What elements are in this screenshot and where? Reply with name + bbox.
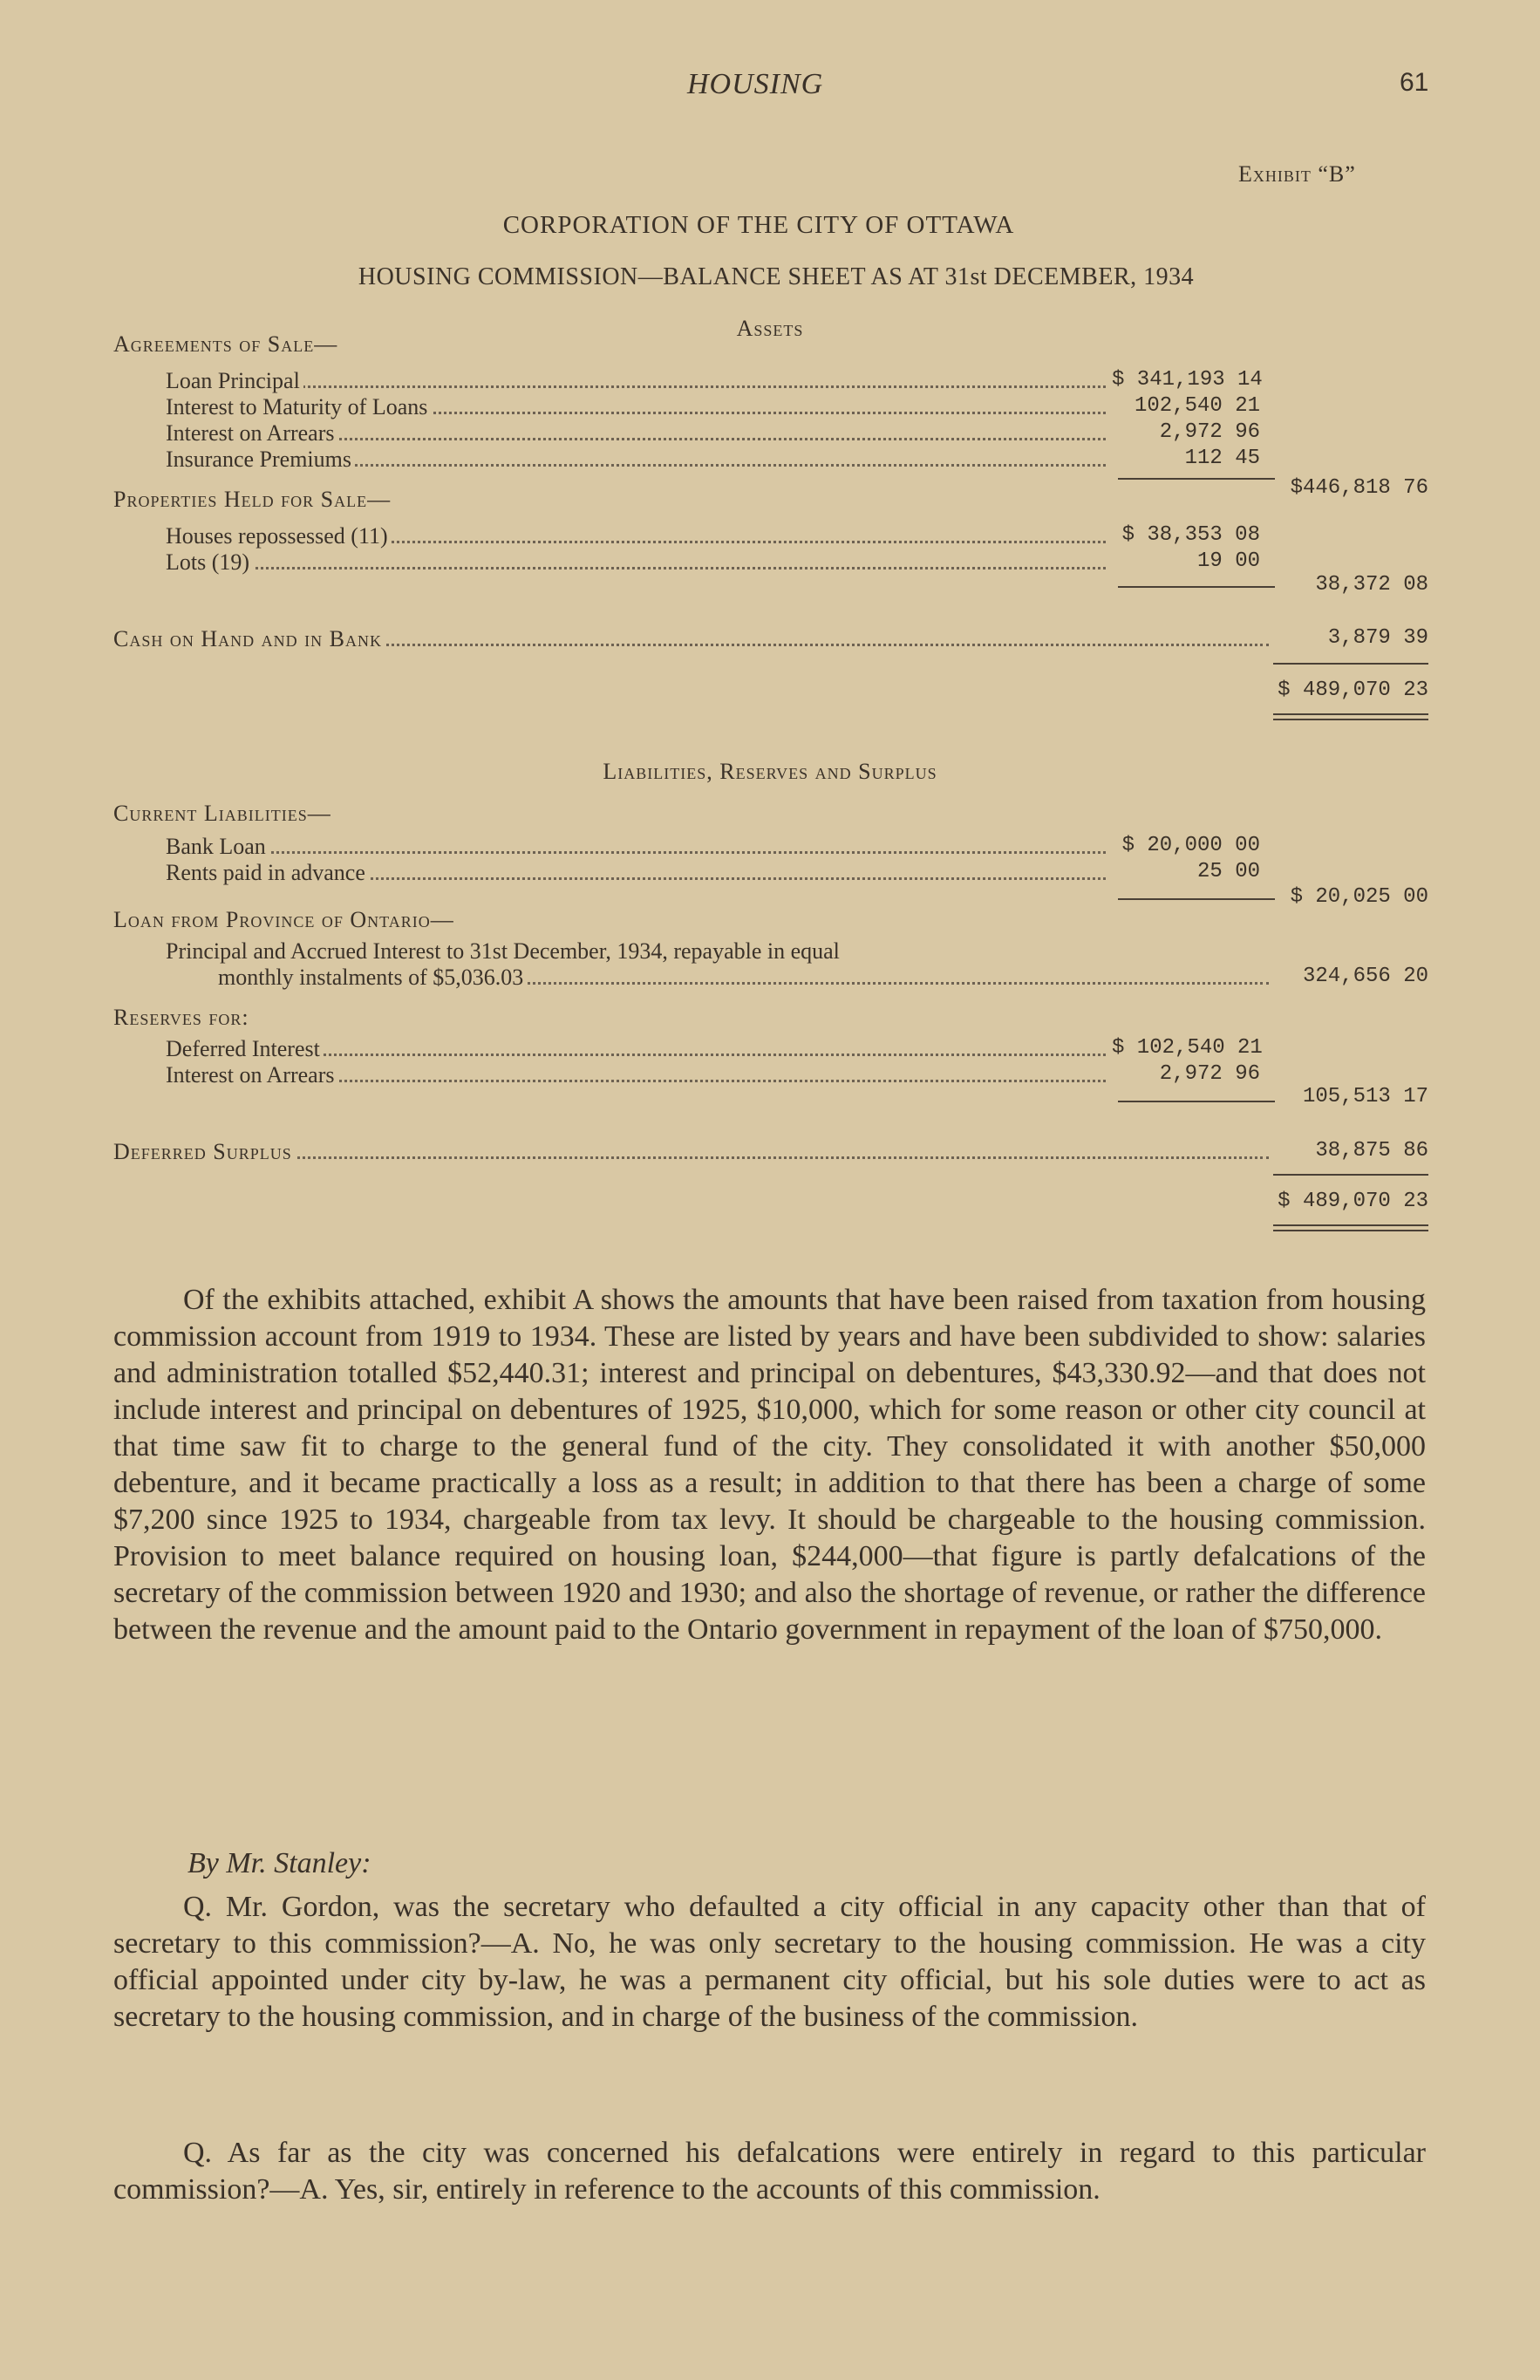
ledger-row-loan-principal [166, 368, 1263, 394]
row-label: Principal and Accrued Interest to 31st December, 1934, repayable in equal [166, 938, 843, 965]
ledger-row-province-loan [218, 965, 1428, 991]
properties-total: 38,372 08 [1315, 573, 1428, 597]
page-number: 61 [1400, 68, 1429, 97]
leader-dots [166, 851, 1116, 854]
row-label: Loan Principal [166, 368, 303, 394]
speaker-heading: By Mr. Stanley: [187, 1847, 371, 1879]
row-amount: 324,656 20 [1270, 965, 1428, 988]
reserves-heading: Reserves for: [113, 1005, 249, 1030]
row-amount: $ 20,000 00 [1108, 834, 1260, 857]
subtotal-rule [1118, 1101, 1275, 1102]
ledger-row-houses [166, 523, 1260, 549]
province-loan-line [166, 938, 1125, 965]
row-amount: $ 38,353 08 [1108, 523, 1260, 547]
double-rule-top [1273, 1224, 1428, 1226]
row-label: Rents paid in advance [166, 860, 369, 886]
row-label: Bank Loan [166, 834, 269, 860]
row-amount: 38,875 86 [1270, 1139, 1428, 1163]
row-label: Insurance Premiums [166, 447, 355, 473]
row-amount: 102,540 21 [1108, 394, 1260, 418]
ledger-row-reserve-arrears [166, 1062, 1260, 1088]
ledger-row-deferred-interest [166, 1036, 1263, 1062]
exhibit-label: Exhibit “B” [1238, 161, 1356, 187]
ledger-row-interest-maturity [166, 394, 1260, 420]
double-rule-bottom [1273, 1230, 1428, 1231]
body-paragraph [113, 1282, 1426, 1648]
row-amount: $ 341,193 14 [1108, 368, 1260, 392]
row-label: Interest on Arrears [166, 1062, 337, 1088]
row-amount: 112 45 [1108, 447, 1260, 470]
agreements-total: $446,818 76 [1290, 476, 1428, 500]
ledger-row-bank-loan [166, 834, 1260, 860]
total-rule [1273, 663, 1428, 665]
total-rule [1273, 1174, 1428, 1176]
row-label: Deferred Interest [166, 1036, 324, 1062]
ledger-row-deferred-surplus [113, 1139, 1428, 1165]
assets-grand-total: $ 489,070 23 [1278, 679, 1428, 702]
assets-heading: Assets [736, 316, 804, 341]
corporation-title: CORPORATION OF THE CITY OF OTTAWA [502, 211, 1015, 239]
current-liabilities-total: $ 20,025 00 [1290, 885, 1428, 909]
agreements-of-sale-heading: Agreements of Sale— [113, 331, 338, 357]
row-label: Houses repossessed (11) [166, 523, 392, 549]
row-label: Lots (19) [166, 549, 253, 576]
liabilities-grand-total: $ 489,070 23 [1278, 1190, 1428, 1213]
current-liabilities-heading: Current Liabilities— [113, 801, 331, 826]
double-rule-top [1273, 713, 1428, 715]
ledger-row-cash [113, 626, 1428, 652]
paragraph-exhibits: Of the exhibits attached, exhibit A shows the amounts that have been raised from taxation from housing commission account from 1919 to 1934. These are listed by years and have been subdivided to show: salaries and administration totalled $52,440.31; interest and principal on debentures, $43,330.92—and that does not include interest and principal on debentures of 1925, $10,000, which for some reason or other city council at that time saw fit to charge to the general fund of the city. They consolidated it with another $50,000 debenture, and it became practically a loss as a result; in addition to that there has been a charge of some $7,200 since 1925 to 1934, chargeable from tax levy. It should be chargeable to the housing commission. Provision to meet balance required on housing loan, $244,000—that figure is partly defalcations of the secretary of the commission between 1920 and 1930; and also the shortage of revenue, or rather the difference between the revenue and the amount paid to the Ontario government in repayment of the loan of $750,000. [113, 1284, 1426, 1646]
qa-block-1 [113, 1889, 1426, 2036]
double-rule-bottom [1273, 719, 1428, 720]
ledger-row-insurance [166, 447, 1260, 473]
leader-dots [166, 567, 1116, 569]
row-amount: $ 102,540 21 [1108, 1036, 1260, 1060]
subtotal-rule [1118, 478, 1275, 480]
row-label: Cash on Hand and in Bank [113, 626, 385, 652]
ledger-row-rents [166, 860, 1260, 886]
row-amount: 2,972 96 [1108, 1062, 1260, 1086]
row-label: Interest on Arrears [166, 420, 337, 447]
subtotal-rule [1118, 898, 1275, 900]
row-label: Interest to Maturity of Loans [166, 394, 431, 420]
row-amount: 19 00 [1108, 549, 1260, 573]
row-amount: 3,879 39 [1270, 626, 1428, 650]
ledger-row-lots [166, 549, 1260, 576]
balance-sheet-title: HOUSING COMMISSION—BALANCE SHEET AS AT 31st DECEMBER, 1934 [358, 263, 1195, 290]
ledger-row-interest-arrears [166, 420, 1260, 447]
row-amount: 25 00 [1108, 860, 1260, 883]
properties-held-heading: Properties Held for Sale— [113, 487, 392, 512]
leader-dots [166, 385, 1116, 388]
row-label: monthly instalments of $5,036.03 [218, 965, 527, 991]
question-answer-2: Q. As far as the city was concerned his defalcations were entirely in regard to this particular commission?—A. Yes, sir, entirely in reference to the accounts of this commission. [113, 2137, 1426, 2206]
liabilities-heading: Liabilities, Reserves and Surplus [603, 759, 937, 784]
subtotal-rule [1118, 586, 1275, 588]
province-loan-heading: Loan from Province of Ontario— [113, 907, 454, 932]
reserves-total: 105,513 17 [1302, 1085, 1428, 1108]
running-header [0, 68, 1540, 112]
row-amount: 2,972 96 [1108, 420, 1260, 444]
running-title: HOUSING [687, 68, 824, 100]
question-answer-1: Q. Mr. Gordon, was the secretary who defaulted a city official in any capacity other than that of secretary to this commission?—A. No, he was only secretary to the housing commission. He was a city official appointed under city by-law, he was a permanent city official, but his sole duties were to act as secretary to the housing commission, and in charge of the business of the commission. [113, 1891, 1426, 2033]
qa-block-2 [113, 2135, 1426, 2208]
row-label: Deferred Surplus [113, 1139, 296, 1165]
